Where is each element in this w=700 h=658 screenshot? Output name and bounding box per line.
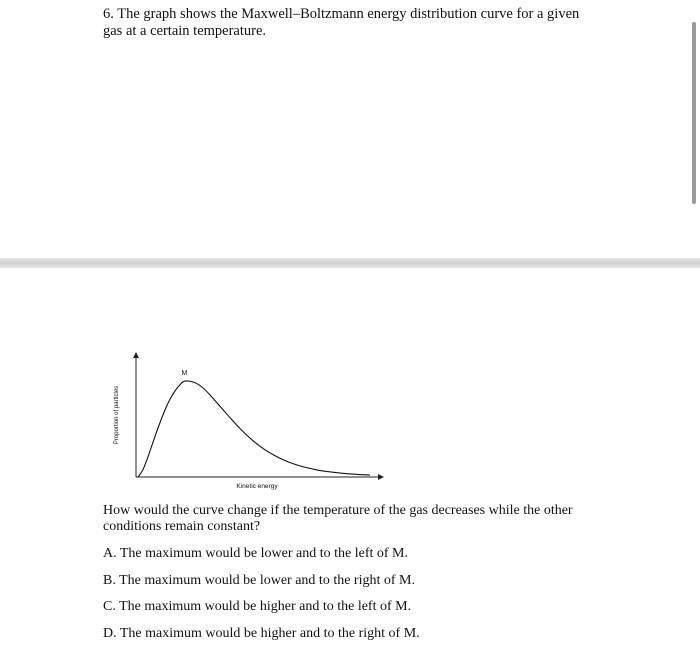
answer-options — [103, 546, 420, 652]
option-text: The maximum would be lower and to the left of M. — [119, 546, 408, 561]
x-axis-label: Kinetic energy — [236, 483, 278, 490]
scrollbar-thumb[interactable] — [692, 22, 696, 204]
follow-up-line2: conditions remain constant? — [103, 519, 261, 534]
distribution-graph — [100, 340, 400, 500]
option-text: The maximum would be higher and to the right of M. — [119, 625, 420, 641]
option-b[interactable] — [103, 573, 420, 600]
option-text: The maximum would be lower and to the right of M. — [119, 572, 415, 588]
option-c[interactable] — [103, 599, 420, 626]
y-axis-label: Proportion of particles — [114, 385, 120, 445]
question-text-line1: The graph shows the Maxwell–Boltzmann energy distribution curve for a given — [117, 6, 580, 22]
follow-up-line1: How would the curve change if the temperature of the gas decreases while the other — [103, 503, 573, 518]
peak-label-m: M — [181, 370, 188, 378]
option-d[interactable] — [103, 626, 420, 653]
page-divider — [0, 258, 700, 268]
question-text-line2: gas at a certain temperature. — [103, 23, 267, 39]
option-letter: D. — [103, 625, 117, 641]
option-text: The maximum would be higher and to the left of M. — [119, 599, 412, 614]
option-a[interactable] — [103, 546, 420, 573]
follow-up-question — [103, 503, 623, 535]
option-letter: C. — [103, 599, 116, 614]
option-letter: B. — [103, 572, 116, 588]
question-heading — [103, 6, 623, 40]
scrollbar[interactable] — [692, 22, 696, 204]
distribution-curve — [138, 381, 370, 477]
question-number: 6. — [103, 6, 114, 22]
option-letter: A. — [103, 546, 117, 561]
page-top-section — [0, 0, 700, 258]
